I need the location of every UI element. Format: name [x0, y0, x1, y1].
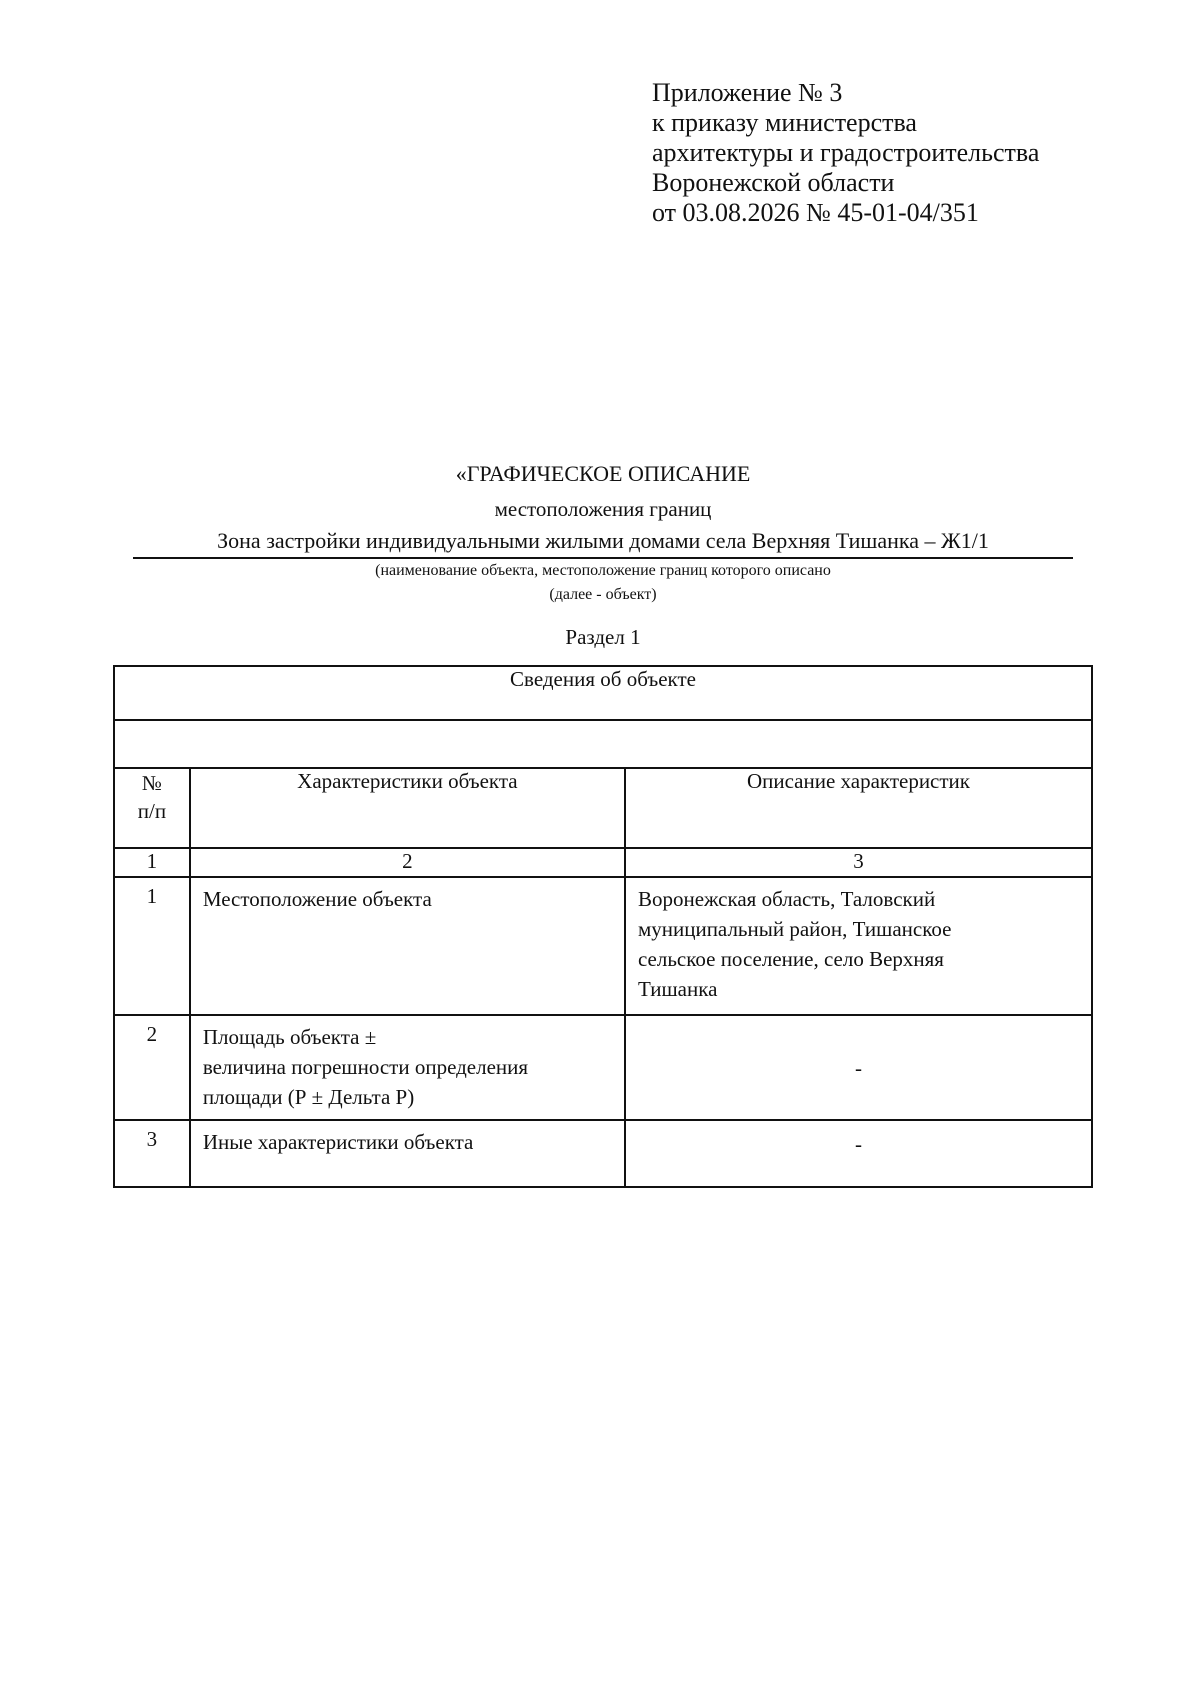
characteristic-line: площади (Р ± Дельта Р)	[202, 1085, 415, 1109]
table-row	[114, 1120, 1092, 1187]
row-characteristic: Местоположение объекта	[190, 877, 625, 1015]
description-line: муниципальный район, Тишанское	[637, 917, 952, 941]
row-description	[625, 877, 1092, 1015]
annex-block	[652, 78, 1172, 228]
annex-line: от 03.08.2026 № 45-01-04/351	[652, 198, 979, 227]
column-header-row	[114, 768, 1092, 848]
characteristic-line: величина погрешности определения	[202, 1055, 529, 1079]
object-name: Зона застройки индивидуальными жилыми домами села Верхняя Тишанка – Ж1/1	[133, 528, 1073, 559]
column-numbers-row	[114, 848, 1092, 877]
description-line: сельское поселение, село Верхняя	[637, 947, 944, 971]
table-row	[114, 1015, 1092, 1120]
table-header-row	[114, 666, 1092, 720]
row-number: 2	[114, 1015, 190, 1120]
table-row	[114, 877, 1092, 1015]
annex-line: Приложение № 3	[652, 78, 843, 107]
column-header-number-line: №	[141, 771, 162, 795]
description-line: Воронежская область, Таловский	[637, 887, 936, 911]
document-subheading: местоположения границ	[494, 497, 712, 521]
row-characteristic: Иные характеристики объекта	[190, 1120, 625, 1187]
description-line: Тишанка	[637, 977, 718, 1001]
annex-line: к приказу министерства	[652, 108, 917, 137]
column-number: 1	[114, 848, 190, 877]
object-name-note: (наименование объекта, местоположение границ которого описано	[375, 562, 831, 579]
column-header-number	[114, 768, 190, 848]
object-name-note: (далее - объект)	[549, 586, 657, 603]
column-number: 2	[190, 848, 625, 877]
column-number: 3	[625, 848, 1092, 877]
row-description: -	[625, 1120, 1092, 1187]
row-description: -	[625, 1015, 1092, 1120]
characteristic-line: Площадь объекта ±	[202, 1025, 377, 1049]
section-title: Раздел 1	[565, 625, 641, 649]
empty-cell	[114, 720, 1092, 768]
row-number: 3	[114, 1120, 190, 1187]
column-header-description: Описание характеристик	[625, 768, 1092, 848]
object-info-table	[113, 665, 1093, 1188]
column-header-number-line: п/п	[137, 799, 167, 823]
document-heading: «ГРАФИЧЕСКОЕ ОПИСАНИЕ	[455, 461, 751, 486]
table-empty-row	[114, 720, 1092, 768]
row-number: 1	[114, 877, 190, 1015]
row-characteristic	[190, 1015, 625, 1120]
table-header: Сведения об объекте	[114, 666, 1092, 720]
column-header-characteristics: Характеристики объекта	[190, 768, 625, 848]
annex-line: Воронежской области	[652, 168, 895, 197]
annex-line: архитектуры и градостроительства	[652, 138, 1040, 167]
